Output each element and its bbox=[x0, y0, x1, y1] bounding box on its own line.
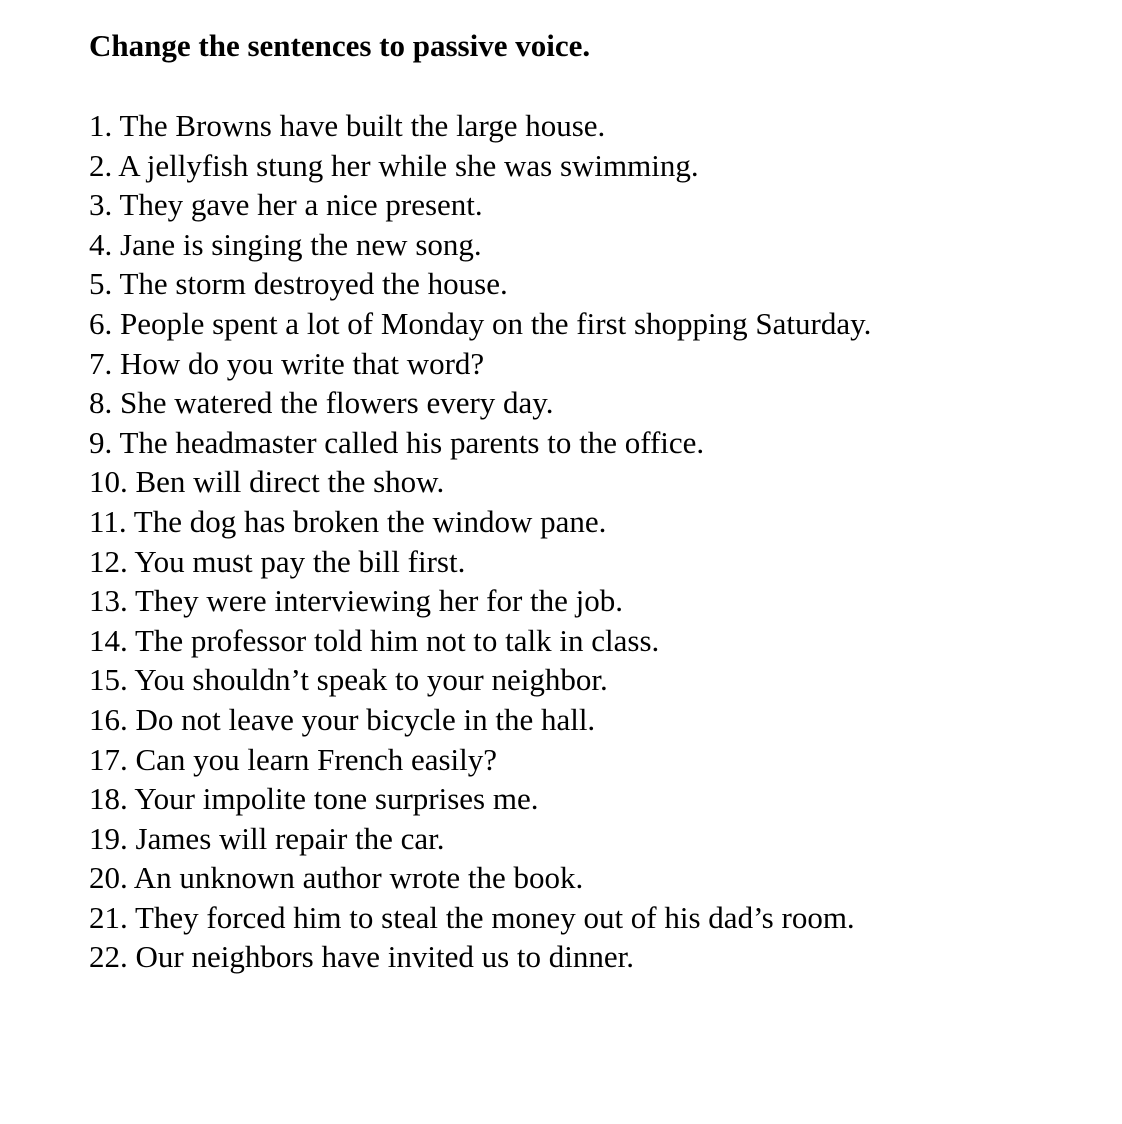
exercise-item-15: 15. You shouldn’t speak to your neighbor. bbox=[89, 662, 608, 698]
exercise-item-2: 2. A jellyfish stung her while she was swimming. bbox=[89, 147, 699, 183]
exercise-item-19: 19. James will repair the car. bbox=[89, 820, 445, 856]
exercise-item-5: 5. The storm destroyed the house. bbox=[89, 266, 508, 302]
exercise-item-6: 6. People spent a lot of Monday on the first shopping Saturday. bbox=[89, 305, 872, 341]
worksheet bbox=[89, 24, 1102, 977]
exercise-item-22: 22. Our neighbors have invited us to dinner. bbox=[89, 939, 634, 975]
exercise-list bbox=[89, 106, 1102, 977]
exercise-item-14: 14. The professor told him not to talk in class. bbox=[89, 622, 660, 658]
exercise-item-8: 8. She watered the flowers every day. bbox=[89, 385, 554, 421]
exercise-item-12: 12. You must pay the bill first. bbox=[89, 543, 466, 579]
exercise-item-1: 1. The Browns have built the large house. bbox=[89, 108, 606, 143]
exercise-item-13: 13. They were interviewing her for the job. bbox=[89, 583, 624, 619]
exercise-item-3: 3. They gave her a nice present. bbox=[89, 187, 483, 223]
exercise-item-18: 18. Your impolite tone surprises me. bbox=[89, 781, 539, 817]
exercise-item-10: 10. Ben will direct the show. bbox=[89, 464, 445, 500]
exercise-item-17: 17. Can you learn French easily? bbox=[89, 741, 498, 777]
exercise-item-7: 7. How do you write that word? bbox=[89, 345, 485, 381]
exercise-item-9: 9. The headmaster called his parents to the office. bbox=[89, 424, 705, 460]
exercise-item-11: 11. The dog has broken the window pane. bbox=[89, 503, 607, 539]
exercise-item-16: 16. Do not leave your bicycle in the hall. bbox=[89, 701, 596, 737]
exercise-item-20: 20. An unknown author wrote the book. bbox=[89, 860, 584, 896]
exercise-item-21: 21. They forced him to steal the money out of his dad’s room. bbox=[89, 899, 855, 935]
worksheet-heading: Change the sentences to passive voice. bbox=[89, 28, 591, 63]
exercise-item-4: 4. Jane is singing the new song. bbox=[89, 226, 482, 262]
